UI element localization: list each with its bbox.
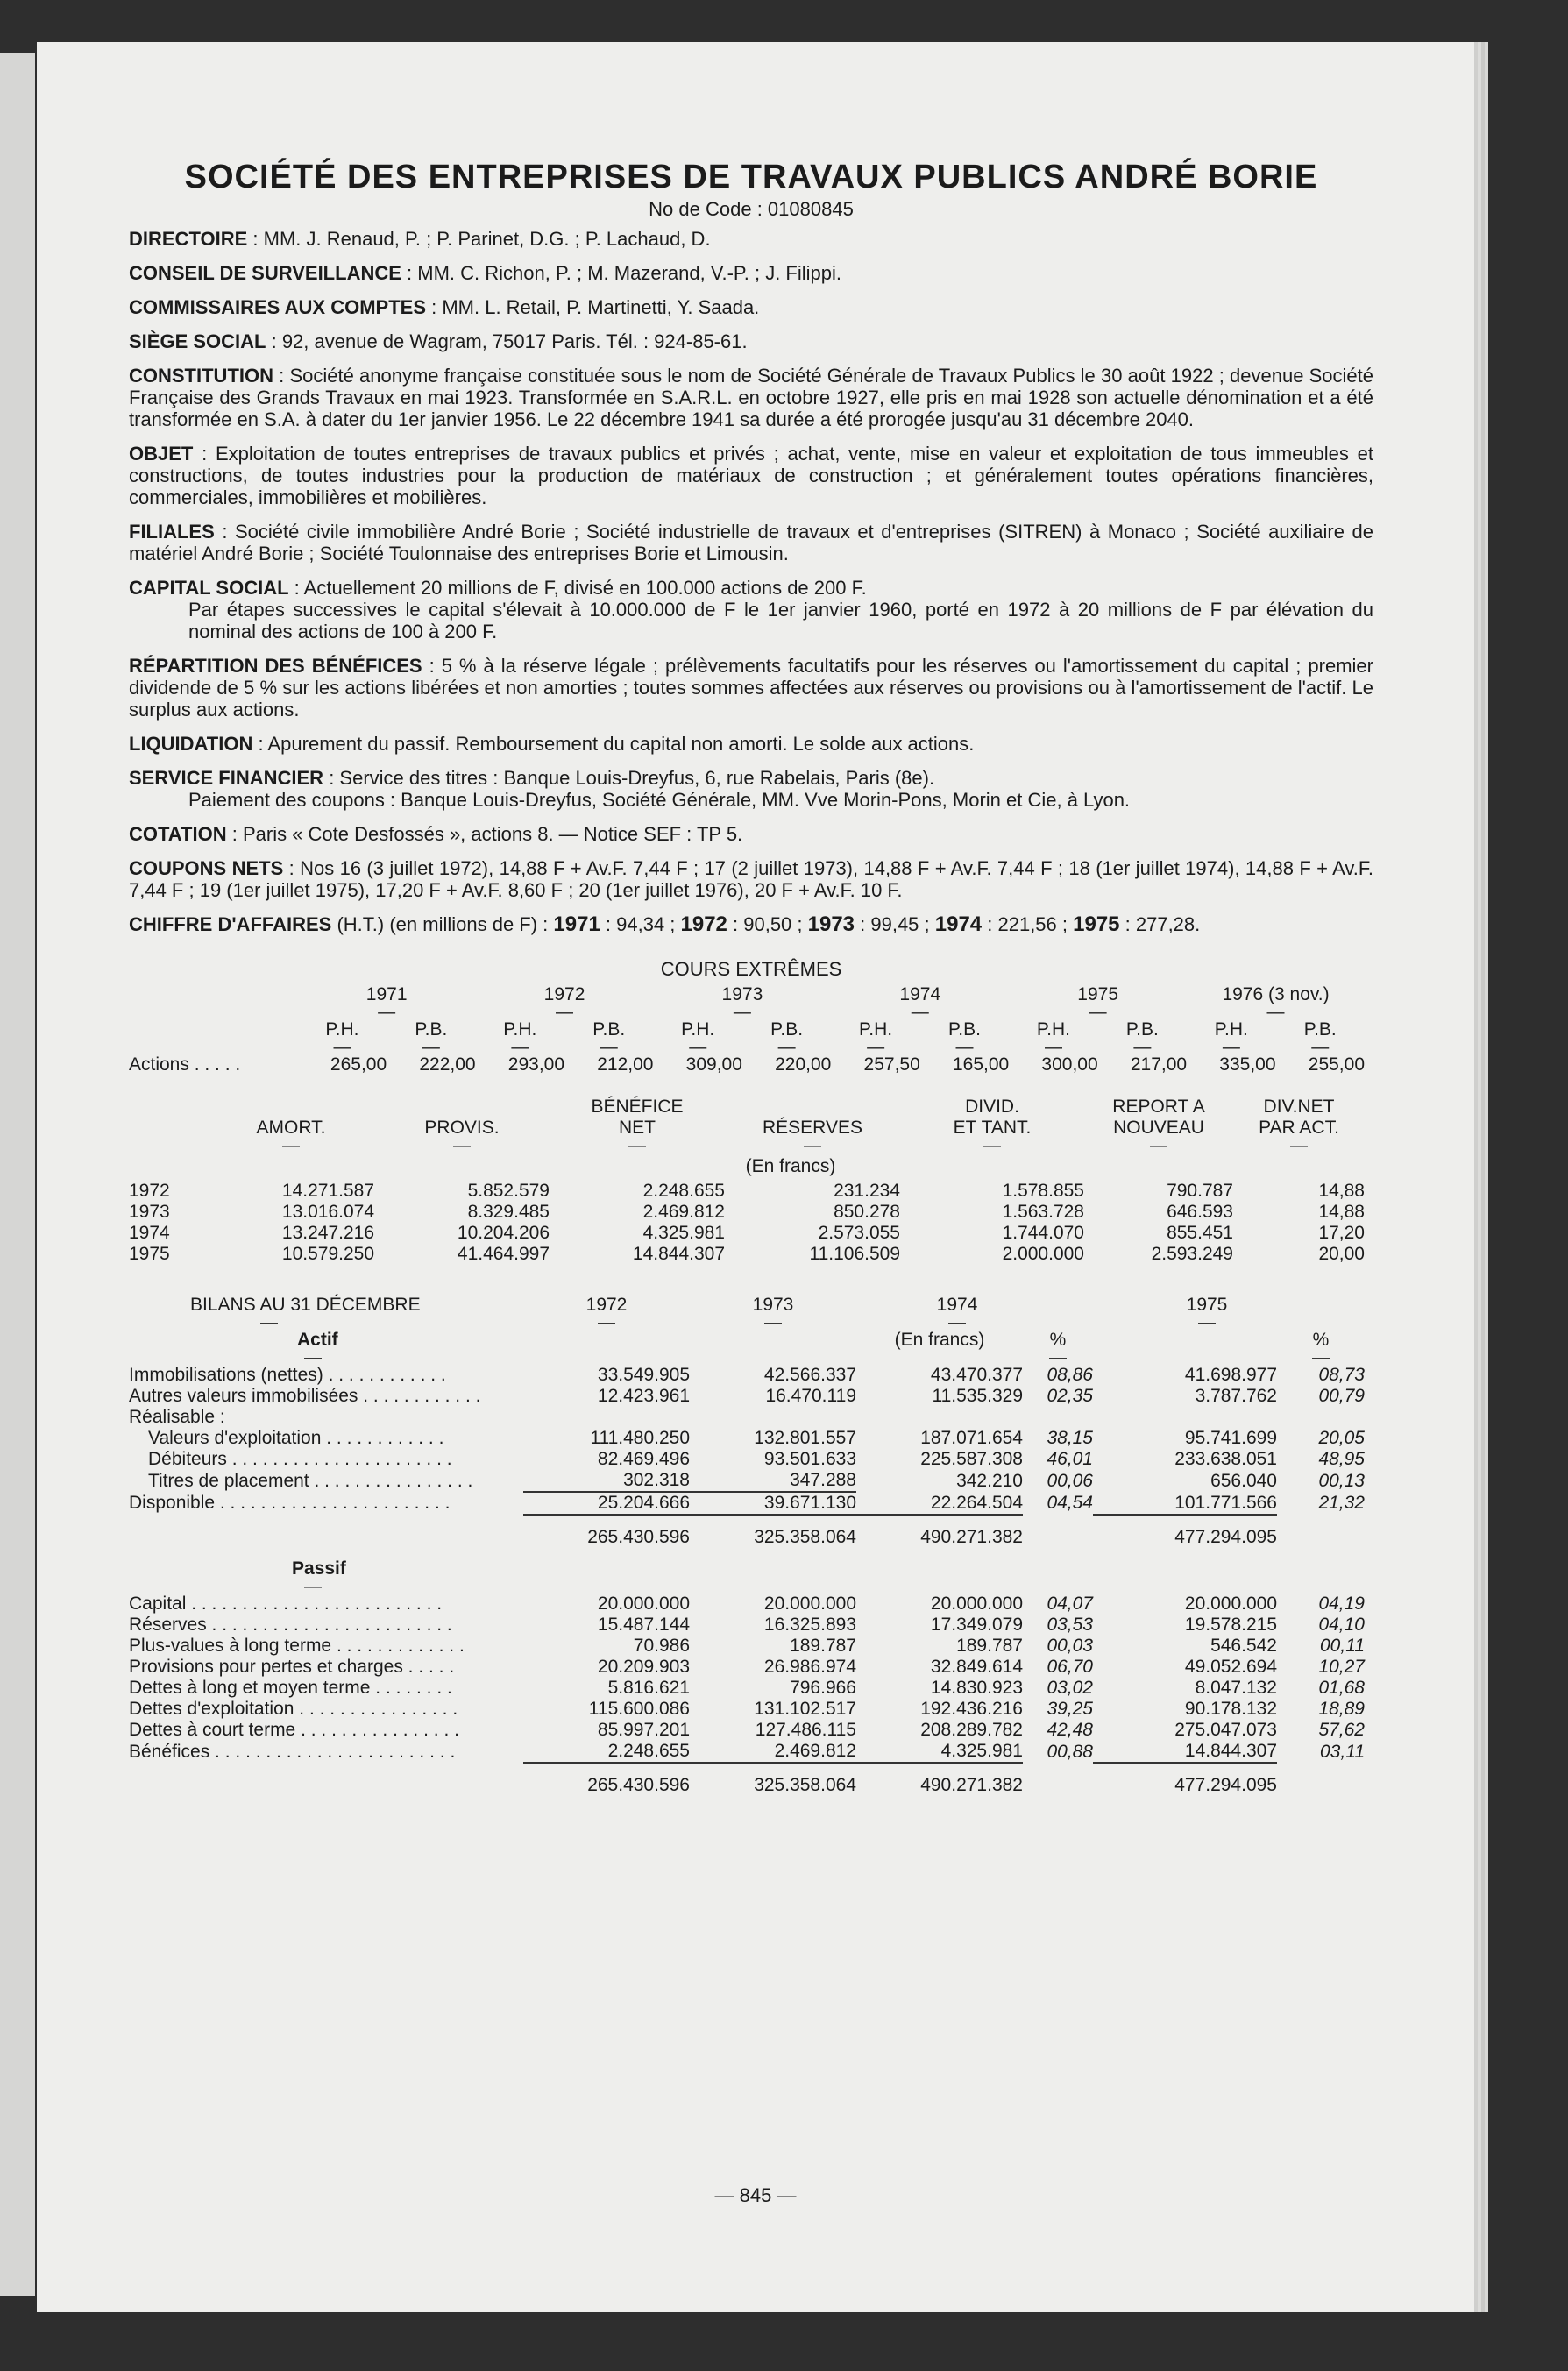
cell-pct: 04,07 bbox=[1047, 1594, 1093, 1614]
row-label: Plus-values à long terme . . . . . . . . . . . . . bbox=[129, 1636, 465, 1656]
cell: 42.566.337 bbox=[763, 1365, 856, 1385]
cell: 11.106.509 bbox=[809, 1244, 900, 1264]
ph-header: P.H. bbox=[858, 1019, 893, 1040]
cell: 17,20 bbox=[1318, 1223, 1365, 1243]
cell-pct: 06,70 bbox=[1047, 1657, 1093, 1677]
passif-row bbox=[129, 1594, 1365, 1615]
passif-row bbox=[129, 1699, 1365, 1720]
cell: 2.469.812 bbox=[690, 1741, 856, 1763]
cours-value: 309,00 bbox=[685, 1054, 742, 1075]
total: 325.358.064 bbox=[754, 1526, 856, 1547]
header-tant: ET TANT. bbox=[953, 1118, 1032, 1138]
cell: 2.248.655 bbox=[523, 1741, 690, 1763]
ph-header: P.H. bbox=[503, 1019, 537, 1040]
cell: 1.563.728 bbox=[1002, 1202, 1084, 1222]
cell: 20.000.000 bbox=[930, 1594, 1023, 1614]
section-text: : MM. J. Renaud, P. ; P. Parinet, D.G. ; P. Lachaud, D. bbox=[247, 228, 711, 250]
bilans-table: BILANS AU 31 DÉCEMBRE 1972 1973 1974 1975 — — — — — Actif (En francs) % % — — — Immobilisations (nettes) . . . . . . . . . . . . 33.549.905 42.566.337 43.470.377 08,86 41.698.977 08,73 Autres valeurs immobilisées . . . . . . . . . . . . 12.423.961 16.470.119 11.535.329 02,35 3.787.762 00,79 Réalisable : Valeurs d'exploitation . . . . . . . . . . . . 111.480.250 132.801.557 187.071.654 38,15 95.741.699 20,05 Débiteurs . . . . . . . . . . . . . . . . . . . . . . 82.469.496 93.501.633 225.587.308 46,01 233.638.051 48,95 Titres de placement . . . . . . . . . . . . . . . . 302.318 347.288 342.210 00,06 656.040 00,13 Disponible . . . . . . . . . . . . . . . . . . . . . . . 25.204.666 39.671.130 22.264.504 04,54 101.771.566 21,32 265.430.596 325.358.064 490.271.382 477.294.095 Passif — Capital . . . . . . . . . . . . . . . . . . . . . . . . . 20.000.000 20.000.000 20.000.000 04,07 20.000.000 04,19 Réserves . . . . . . . . . . . . . . . . . . . . . . . . 15.487.144 16.325.893 17.349.079 03,53 19.578.215 04,10 Plus-values à long terme . . . . . . . . . . . . . 70.986 189.787 189.787 00,03 546.542 00,11 Provisions pour pertes et charges . . . . . 20.209.903 26.986.974 32.849.614 06,70 49.052.694 10,27 Dettes à long et moyen terme . . . . . . . . 5.816.621 796.966 14.830.923 03,02 8.047.132 01,68 Dettes d'exploitation . . . . . . . . . . . . . . . . 115.600.086 131.102.517 192.436.216 39,25 90.178.132 18,89 Dettes à court terme . . . . . . . . . . . . . . . . 85.997.201 127.486.115 208.289.782 42,48 275.047.073 57,62 Bénéfices . . . . . . . . . . . . . . . . . . . . . . . . 2.248.655 2.469.812 4.325.981 00,88 14.844.307 03,11 265.430.596 325.358.064 490.271.382 477.294.095 bbox=[129, 1295, 1365, 1798]
section-label: SIÈGE SOCIAL bbox=[129, 330, 266, 352]
bilans-title: BILANS AU 31 DÉCEMBRE bbox=[190, 1295, 421, 1315]
bilans-year: 1975 bbox=[1186, 1295, 1228, 1315]
results-row-1972 bbox=[129, 1181, 1365, 1202]
cell: 132.801.557 bbox=[754, 1428, 856, 1448]
cours-table: 1971 1972 1973 1974 1975 1976 (3 nov.) — — — — — — P.H. P.B. P.H. P.B. P.H. P.B. P.H. P.B. P.H. P.B. P.H. P.B. — — — — — — — — — — — — Actions . . . . . 265,00 222,00 293,00 212,00 309,00 220,00 257,50 165,00 300,00 217,00 335,00 255,00 bbox=[129, 984, 1365, 1075]
company-code: No de Code : 01080845 bbox=[649, 198, 854, 220]
cell: 3.787.762 bbox=[1195, 1386, 1277, 1406]
cell: 10.579.250 bbox=[281, 1244, 374, 1264]
actif-row bbox=[129, 1407, 1365, 1428]
total: 325.358.064 bbox=[754, 1774, 856, 1795]
cell: 347.288 bbox=[690, 1470, 856, 1492]
cell: 20.209.903 bbox=[597, 1657, 690, 1677]
cell: 4.325.981 bbox=[856, 1741, 1023, 1763]
cell: 127.486.115 bbox=[755, 1720, 856, 1740]
cell-pct: 39,25 bbox=[1047, 1699, 1093, 1719]
cell: 14,88 bbox=[1318, 1181, 1365, 1201]
ca-value: : 94,34 ; bbox=[600, 913, 681, 935]
cell: 14.844.307 bbox=[1093, 1741, 1277, 1763]
section-capital bbox=[129, 577, 1373, 642]
cell: 39.671.130 bbox=[690, 1492, 856, 1515]
actif-row bbox=[129, 1449, 1365, 1470]
actif-row bbox=[129, 1492, 1365, 1515]
cell: 19.578.215 bbox=[1184, 1615, 1277, 1635]
actif-label: Actif bbox=[297, 1330, 338, 1350]
cell-pct: 08,86 bbox=[1047, 1365, 1093, 1385]
cell: 342.210 bbox=[956, 1470, 1023, 1491]
row-label: Dettes à long et moyen terme . . . . . . . . bbox=[129, 1678, 452, 1698]
section-label: OBJET bbox=[129, 443, 194, 465]
results-row-1975 bbox=[129, 1244, 1365, 1265]
cell: 20.000.000 bbox=[597, 1594, 690, 1614]
cell: 10.204.206 bbox=[457, 1223, 550, 1243]
bilans-passif-header bbox=[129, 1550, 1365, 1579]
cours-year: 1974 bbox=[899, 984, 941, 1004]
cell: 93.501.633 bbox=[763, 1449, 856, 1469]
cell: 12.423.961 bbox=[597, 1386, 690, 1406]
section-conseil bbox=[129, 262, 1373, 284]
passif-total-row bbox=[129, 1763, 1365, 1798]
cell-pct: 48,95 bbox=[1318, 1449, 1365, 1469]
row-label: Disponible . . . . . . . . . . . . . . . . . . . . . . . bbox=[129, 1493, 451, 1513]
section-label: CONSEIL DE SURVEILLANCE bbox=[129, 262, 401, 284]
cell: 14.830.923 bbox=[930, 1678, 1023, 1698]
cell-pct: 38,15 bbox=[1047, 1428, 1093, 1448]
results-unit: (En francs) bbox=[745, 1156, 836, 1176]
bilans-year: 1973 bbox=[752, 1295, 794, 1315]
row-year: 1974 bbox=[129, 1223, 170, 1243]
passif-row bbox=[129, 1657, 1365, 1678]
bilans-year: 1974 bbox=[936, 1295, 978, 1315]
cell: 275.047.073 bbox=[1174, 1720, 1277, 1740]
cell-pct: 04,19 bbox=[1318, 1594, 1365, 1614]
cell: 25.204.666 bbox=[523, 1492, 690, 1515]
cell-pct: 00,13 bbox=[1318, 1470, 1365, 1491]
document-page bbox=[37, 42, 1474, 2312]
cell-pct: 00,03 bbox=[1047, 1636, 1093, 1656]
cell: 111.480.250 bbox=[590, 1428, 690, 1448]
section-text: : Paris « Cote Desfossés », actions 8. — Notice SEF : TP 5. bbox=[226, 823, 743, 845]
section-text: : 92, avenue de Wagram, 75017 Paris. Tél. : 924-85-61. bbox=[266, 330, 748, 352]
facing-page-edge bbox=[0, 53, 35, 2296]
pct-header: % bbox=[1049, 1330, 1067, 1350]
ca-value: : 277,28. bbox=[1119, 913, 1201, 935]
section-text: : Exploitation de toutes entreprises de travaux publics et privés ; achat, vente, mise en valeur et exploitation de tous immeubles et constructions, de toutes industries pour la production de matériaux de construction ; et généralement toutes opérations financières, commerciales, immobilières et mobilières. bbox=[129, 443, 1373, 508]
cell: 231.234 bbox=[834, 1181, 900, 1201]
cell-pct: 20,05 bbox=[1318, 1428, 1365, 1448]
section-text-2: Par étapes successives le capital s'élevait à 10.000.000 de F le 1er janvier 1960, porté en 1972 à 20 millions de F par élévation du nominal des actions de 100 à 200 F. bbox=[188, 599, 1373, 642]
cell: 17.349.079 bbox=[930, 1615, 1023, 1635]
cell: 26.986.974 bbox=[763, 1657, 856, 1677]
cell: 302.318 bbox=[523, 1470, 690, 1492]
cell: 546.542 bbox=[1210, 1636, 1277, 1656]
cell: 1.578.855 bbox=[1002, 1181, 1084, 1201]
ph-header: P.H. bbox=[325, 1019, 359, 1040]
cell: 20.000.000 bbox=[1184, 1594, 1277, 1614]
section-text: : Société anonyme française constituée sous le nom de Société Générale de Travaux Publics le 30 août 1922 ; devenue Société Française des Grands Travaux en mai 1923. Transformée en S.A.R.L. en octobre 1927, elle pris en mai 1928 son actuelle dénomination et a été transformée en S.A. à dater du 1er janvier 1956. Le 22 décembre 1941 sa durée a été prorogée jusqu'au 31 décembre 2040. bbox=[129, 365, 1373, 430]
section-label: CHIFFRE D'AFFAIRES bbox=[129, 913, 332, 935]
ca-value: : 90,50 ; bbox=[727, 913, 808, 935]
results-header-row-2 bbox=[129, 1118, 1365, 1139]
cell: 208.289.782 bbox=[920, 1720, 1023, 1740]
row-year: 1972 bbox=[129, 1181, 170, 1201]
cell: 41.698.977 bbox=[1184, 1365, 1277, 1385]
cell: 131.102.517 bbox=[754, 1699, 856, 1719]
cell: 16.470.119 bbox=[765, 1386, 856, 1406]
section-text: : Nos 16 (3 juillet 1972), 14,88 F + Av.F. 7,44 F ; 17 (2 juillet 1973), 14,88 F + Av.F. 7,44 F ; 18 (1er juillet 1974), 14,88 F + Av.F. 7,44 F ; 19 (1er juillet 1975), 17,20 F + Av.F. 8,60 F ; 20 (1er juillet 1976), 20 F + Av.F. 10 F. bbox=[129, 857, 1373, 901]
section-objet bbox=[129, 443, 1373, 508]
cours-value: 255,00 bbox=[1308, 1054, 1365, 1075]
cell: 850.278 bbox=[834, 1202, 900, 1222]
cell: 2.593.249 bbox=[1151, 1244, 1233, 1264]
cell-pct: 46,01 bbox=[1047, 1449, 1093, 1469]
section-label: FILIALES bbox=[129, 521, 215, 543]
cell: 2.469.812 bbox=[642, 1202, 725, 1222]
passif-row bbox=[129, 1741, 1365, 1763]
cell: 15.487.144 bbox=[597, 1615, 690, 1635]
row-label: Autres valeurs immobilisées . . . . . . . . . . . . bbox=[129, 1386, 481, 1406]
cell: 189.787 bbox=[790, 1636, 856, 1656]
cours-year: 1972 bbox=[543, 984, 585, 1004]
cell: 187.071.654 bbox=[920, 1428, 1023, 1448]
section-text-2: Paiement des coupons : Banque Louis-Dreyfus, Société Générale, MM. Vve Morin-Pons, Morin et Cie, à Lyon. bbox=[188, 789, 1131, 811]
row-label: Réalisable : bbox=[129, 1407, 225, 1427]
passif-row bbox=[129, 1636, 1365, 1657]
cell: 20,00 bbox=[1318, 1244, 1365, 1264]
cell: 49.052.694 bbox=[1184, 1657, 1277, 1677]
cell: 5.852.579 bbox=[467, 1181, 550, 1201]
actif-total-row bbox=[129, 1515, 1365, 1550]
section-chiffre bbox=[129, 913, 1373, 935]
cours-ph-pb-row bbox=[129, 1019, 1365, 1040]
header-net: NET bbox=[619, 1118, 656, 1138]
section-label: RÉPARTITION DES BÉNÉFICES bbox=[129, 655, 422, 677]
cell-pct: 10,27 bbox=[1318, 1657, 1365, 1677]
pb-header: P.B. bbox=[1125, 1019, 1159, 1040]
cell: 14.271.587 bbox=[281, 1181, 374, 1201]
cell: 33.549.905 bbox=[597, 1365, 690, 1385]
row-year: 1975 bbox=[129, 1244, 170, 1264]
cell: 32.849.614 bbox=[930, 1657, 1023, 1677]
ca-value: : 221,56 ; bbox=[982, 913, 1068, 935]
cell: 95.741.699 bbox=[1184, 1428, 1277, 1448]
cell: 43.470.377 bbox=[930, 1365, 1023, 1385]
results-row-1973 bbox=[129, 1202, 1365, 1223]
cell: 90.178.132 bbox=[1184, 1699, 1277, 1719]
cell-pct: 03,11 bbox=[1320, 1741, 1365, 1762]
section-constitution bbox=[129, 365, 1373, 430]
section-label: LIQUIDATION bbox=[129, 733, 253, 755]
pct-header: % bbox=[1312, 1330, 1330, 1350]
cours-title: COURS EXTRÊMES bbox=[660, 958, 842, 980]
header-par-act: PAR ACT. bbox=[1259, 1118, 1339, 1138]
section-label: DIRECTOIRE bbox=[129, 228, 248, 250]
cours-value: 217,00 bbox=[1130, 1054, 1188, 1075]
cours-value: 257,50 bbox=[863, 1054, 920, 1075]
cours-actions-row bbox=[129, 1054, 1365, 1075]
cell: 225.587.308 bbox=[920, 1449, 1023, 1469]
cell: 14,88 bbox=[1318, 1202, 1365, 1222]
section-label: COTATION bbox=[129, 823, 227, 845]
cell: 8.329.485 bbox=[467, 1202, 550, 1222]
cell-pct: 04,10 bbox=[1318, 1615, 1365, 1635]
ca-year: 1971 bbox=[553, 912, 600, 936]
actif-row bbox=[129, 1428, 1365, 1449]
passif-row bbox=[129, 1678, 1365, 1699]
total: 477.294.095 bbox=[1174, 1774, 1277, 1795]
cell: 11.535.329 bbox=[932, 1386, 1023, 1406]
cell: 14.844.307 bbox=[632, 1244, 725, 1264]
ca-year: 1973 bbox=[807, 912, 855, 936]
section-directoire bbox=[129, 228, 1373, 250]
cell: 656.040 bbox=[1210, 1470, 1277, 1491]
cell-pct: 42,48 bbox=[1047, 1720, 1093, 1740]
cell-pct: 00,88 bbox=[1047, 1741, 1093, 1762]
cell-pct: 18,89 bbox=[1318, 1699, 1365, 1719]
section-service bbox=[129, 767, 1373, 811]
total: 490.271.382 bbox=[920, 1526, 1023, 1547]
results-row-1974 bbox=[129, 1223, 1365, 1244]
total: 265.430.596 bbox=[587, 1526, 690, 1547]
cell: 8.047.132 bbox=[1195, 1678, 1277, 1698]
total: 477.294.095 bbox=[1174, 1526, 1277, 1547]
row-label: Débiteurs . . . . . . . . . . . . . . . . . . . . . . bbox=[148, 1449, 452, 1469]
actif-row bbox=[129, 1365, 1365, 1386]
bilans-header-row bbox=[129, 1295, 1365, 1316]
ca-year: 1975 bbox=[1073, 912, 1120, 936]
header-divid: DIVID. bbox=[965, 1097, 1019, 1117]
header-benefice: BÉNÉFICE bbox=[591, 1097, 684, 1117]
cours-value: 220,00 bbox=[775, 1054, 832, 1075]
cell: 13.016.074 bbox=[281, 1202, 374, 1222]
header-nouveau: NOUVEAU bbox=[1113, 1118, 1204, 1138]
cours-year: 1975 bbox=[1077, 984, 1119, 1004]
row-label: Bénéfices . . . . . . . . . . . . . . . . . . . . . . . . bbox=[129, 1741, 456, 1762]
header-provis: PROVIS. bbox=[424, 1118, 500, 1138]
cell-pct: 00,06 bbox=[1047, 1470, 1093, 1491]
row-label: Capital . . . . . . . . . . . . . . . . . . . . . . . . . bbox=[129, 1594, 443, 1614]
results-header-row-1 bbox=[129, 1097, 1365, 1118]
pb-header: P.B. bbox=[770, 1019, 804, 1040]
header-amort: AMORT. bbox=[256, 1118, 326, 1138]
row-label: Provisions pour pertes et charges . . . . . bbox=[129, 1657, 455, 1677]
cell: 796.966 bbox=[790, 1678, 856, 1698]
section-label: COUPONS NETS bbox=[129, 857, 284, 879]
cell-pct: 08,73 bbox=[1318, 1365, 1365, 1385]
row-label: Dettes d'exploitation . . . . . . . . . . . . . . . . bbox=[129, 1699, 458, 1719]
cell: 5.816.621 bbox=[607, 1678, 690, 1698]
cell: 20.000.000 bbox=[763, 1594, 856, 1614]
section-cotation bbox=[129, 823, 1373, 845]
ph-header: P.H. bbox=[1036, 1019, 1070, 1040]
section-text: : 5 % à la réserve légale ; prélèvements facultatifs pour les réserves ou l'amortissement du capital ; premier dividende de 5 % sur les actions libérées et non amorties ; toutes sommes affectées aux réserves ou provisions ou à l'amortissement de l'actif. Le surplus aux actions. bbox=[129, 655, 1373, 721]
cell: 192.436.216 bbox=[920, 1699, 1023, 1719]
cell-pct: 57,62 bbox=[1318, 1720, 1365, 1740]
row-label: Réserves . . . . . . . . . . . . . . . . . . . . . . . . bbox=[129, 1615, 452, 1635]
section-repartition bbox=[129, 655, 1373, 721]
row-label: Titres de placement . . . . . . . . . . . . . . . . bbox=[148, 1470, 473, 1491]
cell: 233.638.051 bbox=[1174, 1449, 1277, 1469]
ca-value: : 99,45 ; bbox=[855, 913, 935, 935]
cell: 2.248.655 bbox=[642, 1181, 725, 1201]
cell: 855.451 bbox=[1167, 1223, 1233, 1243]
cell: 70.986 bbox=[633, 1636, 690, 1656]
pb-header: P.B. bbox=[948, 1019, 981, 1040]
cell-pct: 03,02 bbox=[1047, 1678, 1093, 1698]
cours-value: 335,00 bbox=[1219, 1054, 1276, 1075]
section-coupons bbox=[129, 857, 1373, 901]
cell: 2.000.000 bbox=[1002, 1244, 1084, 1264]
row-label: Immobilisations (nettes) . . . . . . . . . . . . bbox=[129, 1365, 446, 1385]
cours-value: 300,00 bbox=[1041, 1054, 1098, 1075]
section-text: : MM. L. Retail, P. Martinetti, Y. Saada. bbox=[426, 296, 760, 318]
section-text: : Apurement du passif. Remboursement du capital non amorti. Le solde aux actions. bbox=[252, 733, 975, 755]
cours-value: 293,00 bbox=[507, 1054, 565, 1075]
cell: 82.469.496 bbox=[597, 1449, 690, 1469]
header-divnet: DIV.NET bbox=[1263, 1097, 1335, 1117]
section-text: : Service des titres : Banque Louis-Dreyfus, 6, rue Rabelais, Paris (8e). bbox=[323, 767, 935, 789]
cell: 646.593 bbox=[1167, 1202, 1233, 1222]
section-label: SERVICE FINANCIER bbox=[129, 767, 324, 789]
section-label: CONSTITUTION bbox=[129, 365, 273, 387]
cell: 41.464.997 bbox=[457, 1244, 550, 1264]
actif-row bbox=[129, 1470, 1365, 1492]
section-liquidation bbox=[129, 733, 1373, 755]
pb-header: P.B. bbox=[415, 1019, 448, 1040]
cell: 4.325.981 bbox=[642, 1223, 725, 1243]
page-content bbox=[129, 158, 1373, 1798]
cell-pct: 04,54 bbox=[1047, 1493, 1093, 1513]
section-siege bbox=[129, 330, 1373, 352]
section-text: : MM. C. Richon, P. ; M. Mazerand, V.-P. ; J. Filippi. bbox=[401, 262, 842, 284]
section-text: : Société civile immobilière André Borie ; Société industrielle de travaux et d'entreprises (SITREN) à Monaco ; Société auxiliaire de matériel André Borie ; Société Toulonnaise des entreprises Borie et Limousin. bbox=[129, 521, 1373, 564]
ca-year: 1974 bbox=[934, 912, 983, 936]
page-number: — 845 — bbox=[714, 2184, 797, 2206]
passif-row bbox=[129, 1615, 1365, 1636]
cell: 790.787 bbox=[1167, 1181, 1233, 1201]
ph-header: P.H. bbox=[681, 1019, 715, 1040]
ca-year: 1972 bbox=[680, 912, 727, 936]
pb-header: P.B. bbox=[1303, 1019, 1337, 1040]
cell: 101.771.566 bbox=[1093, 1492, 1277, 1515]
cours-value: 222,00 bbox=[419, 1054, 476, 1075]
cours-year: 1976 (3 nov.) bbox=[1222, 984, 1330, 1004]
pb-header: P.B. bbox=[592, 1019, 626, 1040]
passif-row bbox=[129, 1720, 1365, 1741]
section-text: : Actuellement 20 millions de F, divisé en 100.000 actions de 200 F. bbox=[288, 577, 867, 599]
bilans-unit: (En francs) bbox=[894, 1330, 985, 1350]
header-reserves: RÉSERVES bbox=[763, 1118, 862, 1138]
passif-label: Passif bbox=[292, 1558, 346, 1579]
cell-pct: 00,79 bbox=[1318, 1386, 1365, 1406]
section-label: CAPITAL SOCIAL bbox=[129, 577, 289, 599]
cell: 22.264.504 bbox=[856, 1492, 1023, 1515]
cell-pct: 21,32 bbox=[1318, 1493, 1365, 1513]
cell: 2.573.055 bbox=[818, 1223, 900, 1243]
bilans-year: 1972 bbox=[585, 1295, 628, 1315]
section-label: COMMISSAIRES AUX COMPTES bbox=[129, 296, 426, 318]
cell-pct: 01,68 bbox=[1318, 1678, 1365, 1698]
cell: 189.787 bbox=[956, 1636, 1023, 1656]
cours-year: 1971 bbox=[365, 984, 408, 1004]
cell: 115.600.086 bbox=[588, 1699, 690, 1719]
ph-header: P.H. bbox=[1214, 1019, 1248, 1040]
section-text: (H.T.) (en millions de F) : bbox=[331, 913, 554, 935]
cours-row-label: Actions . . . . . bbox=[129, 1054, 241, 1075]
cours-year: 1973 bbox=[721, 984, 763, 1004]
cell-pct: 03,53 bbox=[1047, 1615, 1093, 1635]
header-report: REPORT A bbox=[1112, 1097, 1205, 1117]
cell: 13.247.216 bbox=[281, 1223, 374, 1243]
actif-row bbox=[129, 1386, 1365, 1407]
cours-value: 265,00 bbox=[330, 1054, 387, 1075]
row-label: Valeurs d'exploitation . . . . . . . . . . . . bbox=[148, 1428, 444, 1448]
cours-value: 212,00 bbox=[597, 1054, 654, 1075]
row-year: 1973 bbox=[129, 1202, 170, 1222]
section-commissaires bbox=[129, 296, 1373, 318]
section-filiales bbox=[129, 521, 1373, 564]
results-table: BÉNÉFICE DIVID. REPORT A DIV.NET AMORT. PROVIS. NET RÉSERVES ET TANT. NOUVEAU PAR ACT. — — — — — — — (En francs) 1972 14.271.587 5.852.579 2.248.655 231.234 1.578.855 790.787 14,88 1973 13.016.074 8.329.485 2.469.812 850.278 1.563.728 646.593 14,88 1974 13.247.216 10.204.206 4.325.981 2.573.055 1.744.070 855.451 17,20 1975 10.579.250 41.464.997 14.844.307 11.106.509 2.000.000 2.593.249 20,00 bbox=[129, 1097, 1365, 1264]
total: 265.430.596 bbox=[587, 1774, 690, 1795]
cours-value: 165,00 bbox=[952, 1054, 1010, 1075]
total: 490.271.382 bbox=[920, 1774, 1023, 1795]
company-title: SOCIÉTÉ DES ENTREPRISES DE TRAVAUX PUBLICS ANDRÉ BORIE bbox=[184, 159, 1318, 195]
cell: 16.325.893 bbox=[763, 1615, 856, 1635]
cell: 85.997.201 bbox=[597, 1720, 690, 1740]
row-label: Dettes à court terme . . . . . . . . . . . . . . . . bbox=[129, 1720, 459, 1740]
cell-pct: 00,11 bbox=[1320, 1636, 1365, 1656]
cell-pct: 02,35 bbox=[1047, 1386, 1093, 1406]
cell: 1.744.070 bbox=[1002, 1223, 1084, 1243]
